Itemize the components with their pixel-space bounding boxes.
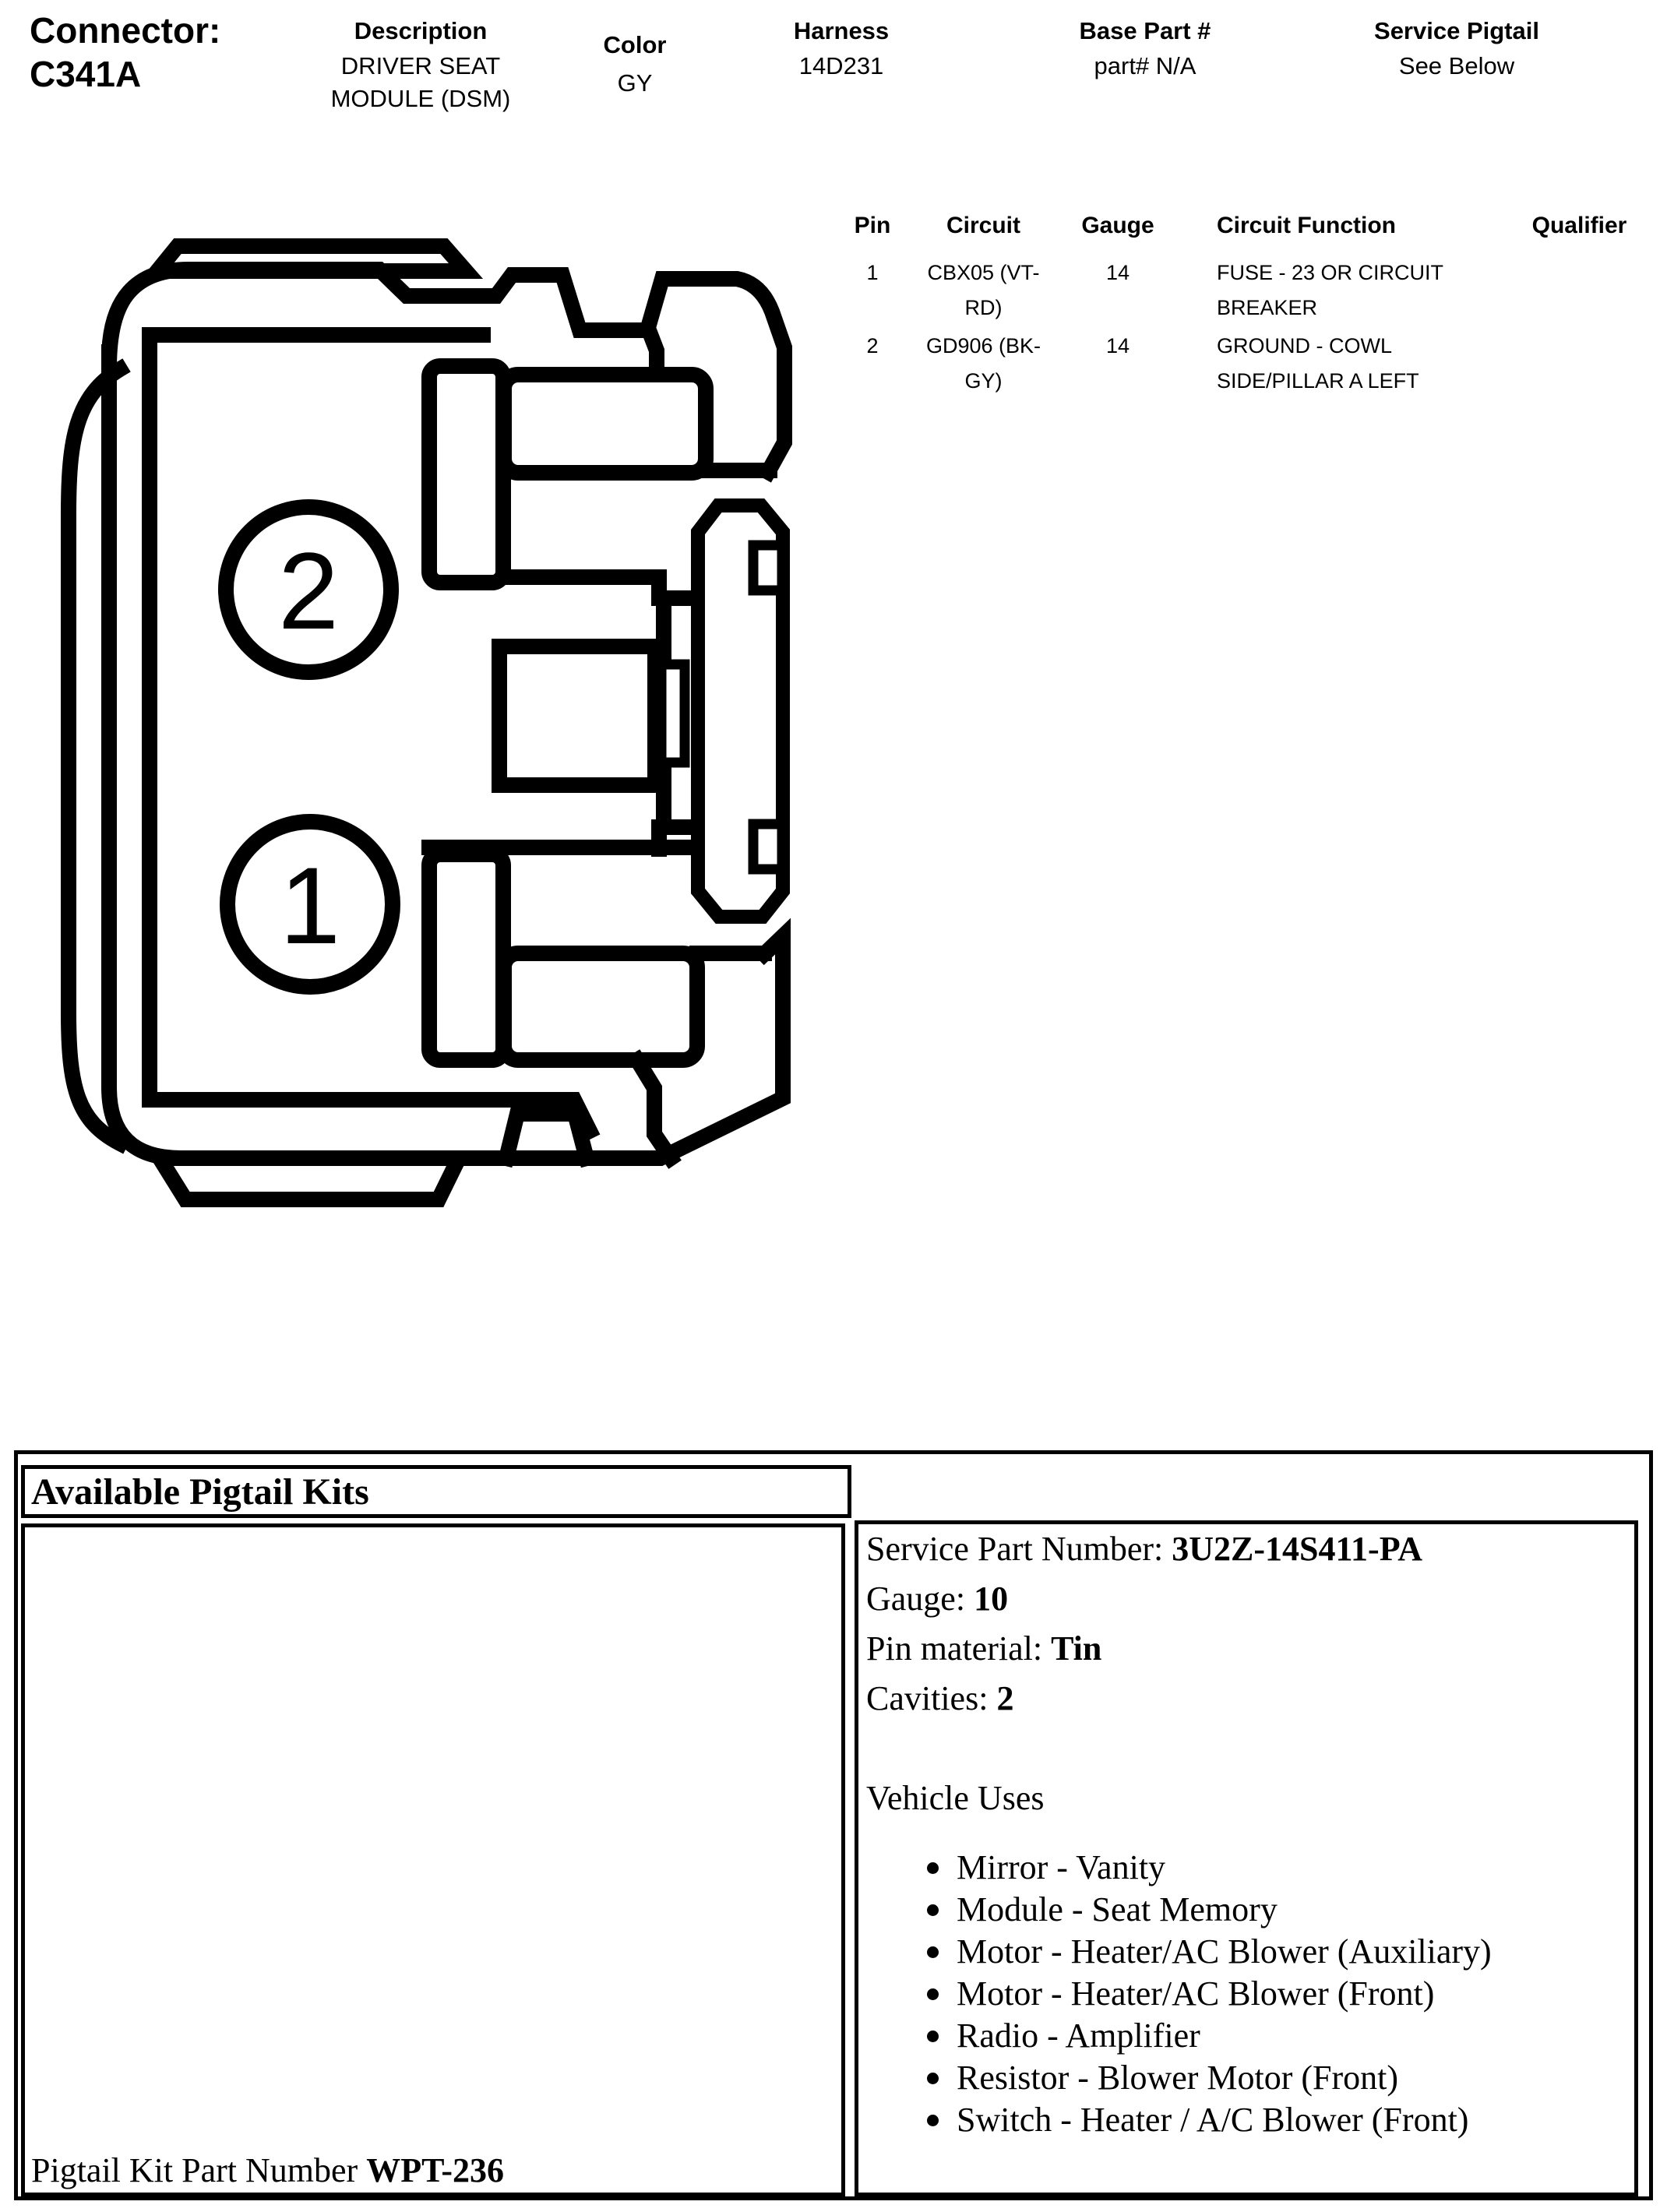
service-part-number-label: Service Part Number: — [866, 1530, 1172, 1568]
bullet-icon — [927, 1988, 939, 2000]
latch-notch-upper — [753, 545, 782, 590]
service-pigtail-label: Service Pigtail — [1374, 17, 1539, 44]
connector-label: Connector: — [30, 10, 221, 51]
vehicle-use-text: Mirror - Vanity — [957, 1848, 1166, 1886]
description-label: Description — [354, 17, 488, 44]
cavity-slot-lower-right — [504, 953, 697, 1060]
cavity-2-number: 2 — [278, 530, 339, 652]
gauge-line — [858, 1574, 1634, 1624]
color-label: Color — [603, 31, 667, 58]
gauge-cell: 14 — [1105, 334, 1130, 358]
bullet-icon — [927, 1946, 939, 1958]
gauge-value: 10 — [974, 1580, 1009, 1618]
harness-value: 14D231 — [798, 52, 884, 79]
bullet-icon — [927, 2115, 939, 2126]
base-part-value: part# N/A — [1094, 52, 1197, 79]
bullet-icon — [927, 2073, 939, 2084]
cavity-slot-upper-left — [429, 366, 503, 583]
service-pigtail-value: See Below — [1398, 52, 1515, 79]
gauge-col-header: Gauge — [1081, 213, 1154, 238]
bullet-icon — [927, 1862, 939, 1874]
list-item — [858, 1973, 1634, 2015]
function-col-header: Circuit Function — [1217, 213, 1396, 238]
connector-id: C341A — [30, 54, 142, 94]
vehicle-use-text: Radio - Amplifier — [957, 2017, 1200, 2055]
pin-cell: 2 — [866, 334, 879, 358]
pin-col-header: Pin — [854, 213, 891, 238]
service-part-number-value: 3U2Z-14S411-PA — [1172, 1530, 1423, 1568]
circuit-col-header: Circuit — [946, 213, 1020, 238]
pin-material-line — [858, 1624, 1634, 1674]
list-item — [858, 1847, 1634, 1889]
description-value: DRIVER SEAT MODULE (DSM) — [330, 52, 511, 112]
latch-notch-lower — [753, 824, 782, 869]
cavities-value: 2 — [996, 1679, 1014, 1717]
gauge-label: Gauge: — [866, 1580, 974, 1618]
lower-slot-link — [637, 1060, 671, 1158]
bullet-icon — [927, 2031, 939, 2042]
cavities-line — [858, 1674, 1634, 1724]
circuit-cell: CBX05 (VT-RD) — [927, 261, 1040, 319]
vehicle-uses-list — [858, 1847, 1634, 2141]
pigtail-kit-cell — [21, 1523, 845, 2196]
harness-label: Harness — [793, 17, 890, 44]
center-cavity — [499, 646, 655, 785]
pin-cell: 1 — [866, 261, 879, 284]
vehicle-use-text: Motor - Heater/AC Blower (Front) — [957, 1974, 1435, 2013]
vehicle-uses-title: Vehicle Uses — [866, 1779, 1045, 1817]
list-item — [858, 2015, 1634, 2057]
gauge-cell: 14 — [1105, 261, 1130, 284]
service-part-number-line — [858, 1524, 1634, 1574]
vehicle-use-text: Module - Seat Memory — [957, 1890, 1278, 1928]
pigtail-kit-part-number-line — [31, 2150, 504, 2190]
list-item — [858, 2057, 1634, 2099]
vehicle-use-text: Resistor - Blower Motor (Front) — [957, 2059, 1399, 2097]
vehicle-use-text: Switch - Heater / A/C Blower (Front) — [957, 2101, 1469, 2139]
available-pigtail-kits-header: Available Pigtail Kits — [21, 1465, 851, 1518]
center-cavity-bracket — [661, 664, 685, 763]
connector-diagram — [47, 218, 841, 1231]
cavity-1-number: 1 — [280, 844, 340, 967]
pin-material-label: Pin material: — [866, 1629, 1052, 1668]
cavity-slot-upper-right — [504, 375, 706, 473]
cavities-label: Cavities: — [866, 1679, 997, 1717]
service-part-cell — [855, 1520, 1638, 2196]
list-item — [858, 1889, 1634, 1931]
vehicle-use-text: Motor - Heater/AC Blower (Auxiliary) — [957, 1932, 1492, 1971]
pigtail-kit-value: WPT-236 — [366, 2151, 505, 2189]
pigtail-kit-label: Pigtail Kit Part Number — [31, 2151, 367, 2189]
base-part-label: Base Part # — [1079, 17, 1211, 44]
cavity-slot-lower-left — [429, 854, 503, 1060]
function-cell: GROUND - COWL SIDE/PILLAR A LEFT — [1217, 334, 1419, 393]
bullet-icon — [927, 1904, 939, 1916]
pin-material-value: Tin — [1051, 1629, 1102, 1668]
color-value: GY — [617, 69, 653, 97]
recess-link — [649, 330, 657, 368]
qualifier-col-header: Qualifier — [1531, 213, 1627, 238]
list-item — [858, 2099, 1634, 2141]
function-cell: FUSE - 23 OR CIRCUIT BREAKER — [1217, 261, 1443, 319]
list-item — [858, 1931, 1634, 1973]
circuit-cell: GD906 (BK-GY) — [925, 334, 1041, 393]
